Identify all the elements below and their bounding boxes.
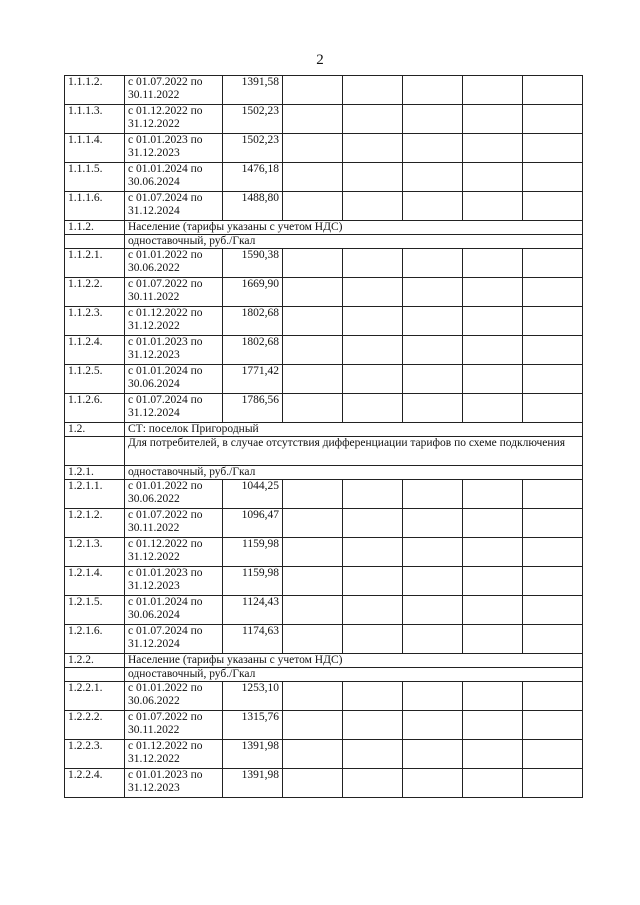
empty-cell bbox=[403, 509, 463, 538]
empty-cell bbox=[463, 134, 523, 163]
empty-cell bbox=[463, 192, 523, 221]
empty-cell bbox=[283, 480, 343, 509]
empty-cell bbox=[523, 711, 583, 740]
empty-cell bbox=[283, 105, 343, 134]
empty-cell bbox=[463, 336, 523, 365]
empty-cell bbox=[463, 105, 523, 134]
tariff-value: 1253,10 bbox=[223, 682, 283, 711]
row-code: 1.2.2.1. bbox=[65, 682, 125, 711]
empty-cell bbox=[463, 769, 523, 798]
section-title: одноставочный, руб./Гкал bbox=[125, 466, 583, 480]
empty-cell bbox=[463, 394, 523, 423]
tariff-value: 1502,23 bbox=[223, 134, 283, 163]
section-row bbox=[65, 668, 583, 682]
period-cell: с 01.01.2024 по 30.06.2024 bbox=[125, 365, 223, 394]
empty-cell bbox=[403, 682, 463, 711]
empty-cell bbox=[343, 105, 403, 134]
section-row bbox=[65, 221, 583, 235]
empty-cell bbox=[283, 134, 343, 163]
tariff-value: 1590,38 bbox=[223, 249, 283, 278]
empty-cell bbox=[403, 769, 463, 798]
empty-cell bbox=[403, 192, 463, 221]
tariff-value: 1174,63 bbox=[223, 625, 283, 654]
row-code: 1.1.2.4. bbox=[65, 336, 125, 365]
empty-cell bbox=[343, 567, 403, 596]
period-cell: с 01.01.2024 по 30.06.2024 bbox=[125, 596, 223, 625]
empty-cell bbox=[343, 307, 403, 336]
empty-cell bbox=[283, 278, 343, 307]
table-row bbox=[65, 596, 583, 625]
empty-cell bbox=[283, 336, 343, 365]
period-cell: с 01.07.2024 по 31.12.2024 bbox=[125, 394, 223, 423]
row-code: 1.2.2. bbox=[65, 654, 125, 668]
table-row bbox=[65, 480, 583, 509]
section-title: Население (тарифы указаны с учетом НДС) bbox=[125, 654, 583, 668]
empty-cell bbox=[343, 249, 403, 278]
row-code: 1.1.2.5. bbox=[65, 365, 125, 394]
empty-cell bbox=[343, 76, 403, 105]
row-code: 1.1.1.6. bbox=[65, 192, 125, 221]
empty-cell bbox=[463, 76, 523, 105]
tariff-value: 1669,90 bbox=[223, 278, 283, 307]
tariff-value: 1391,98 bbox=[223, 769, 283, 798]
empty-cell bbox=[463, 249, 523, 278]
section-row bbox=[65, 423, 583, 437]
section-title: Для потребителей, в случае отсутствия дифференциации тарифов по схеме подключения bbox=[125, 437, 583, 466]
tariff-value: 1802,68 bbox=[223, 307, 283, 336]
empty-cell bbox=[523, 134, 583, 163]
empty-cell bbox=[523, 249, 583, 278]
tariff-table-body bbox=[65, 76, 583, 798]
tariff-value: 1476,18 bbox=[223, 163, 283, 192]
row-code: 1.1.1.5. bbox=[65, 163, 125, 192]
empty-cell bbox=[523, 394, 583, 423]
empty-cell bbox=[463, 163, 523, 192]
period-cell: с 01.01.2022 по 30.06.2022 bbox=[125, 682, 223, 711]
empty-cell bbox=[343, 596, 403, 625]
tariff-value: 1391,98 bbox=[223, 740, 283, 769]
empty-cell bbox=[283, 682, 343, 711]
section-row bbox=[65, 437, 583, 466]
empty-cell bbox=[523, 365, 583, 394]
empty-cell bbox=[343, 336, 403, 365]
empty-cell bbox=[283, 163, 343, 192]
table-row bbox=[65, 509, 583, 538]
empty-cell bbox=[463, 682, 523, 711]
empty-cell bbox=[283, 769, 343, 798]
empty-cell bbox=[523, 682, 583, 711]
empty-cell bbox=[463, 740, 523, 769]
empty-cell bbox=[343, 769, 403, 798]
table-row bbox=[65, 278, 583, 307]
tariff-value: 1802,68 bbox=[223, 336, 283, 365]
empty-cell bbox=[523, 105, 583, 134]
empty-cell bbox=[343, 278, 403, 307]
table-row bbox=[65, 134, 583, 163]
row-code: 1.1.2. bbox=[65, 221, 125, 235]
period-cell: с 01.07.2022 по 30.11.2022 bbox=[125, 278, 223, 307]
row-code: 1.2.1.6. bbox=[65, 625, 125, 654]
empty-cell bbox=[523, 509, 583, 538]
empty-cell bbox=[283, 625, 343, 654]
row-code: 1.1.2.2. bbox=[65, 278, 125, 307]
empty-cell bbox=[403, 480, 463, 509]
row-code bbox=[65, 235, 125, 249]
empty-cell bbox=[403, 394, 463, 423]
page-number: 2 bbox=[316, 52, 324, 68]
tariff-value: 1391,58 bbox=[223, 76, 283, 105]
empty-cell bbox=[283, 509, 343, 538]
row-code: 1.1.1.4. bbox=[65, 134, 125, 163]
row-code: 1.1.1.2. bbox=[65, 76, 125, 105]
empty-cell bbox=[523, 538, 583, 567]
section-row bbox=[65, 466, 583, 480]
empty-cell bbox=[463, 625, 523, 654]
empty-cell bbox=[343, 480, 403, 509]
row-code bbox=[65, 437, 125, 466]
period-cell: с 01.07.2024 по 31.12.2024 bbox=[125, 192, 223, 221]
empty-cell bbox=[283, 740, 343, 769]
row-code: 1.2.1.1. bbox=[65, 480, 125, 509]
empty-cell bbox=[343, 163, 403, 192]
empty-cell bbox=[523, 76, 583, 105]
table-row bbox=[65, 538, 583, 567]
period-cell: с 01.07.2022 по 30.11.2022 bbox=[125, 509, 223, 538]
row-code: 1.2.1.4. bbox=[65, 567, 125, 596]
row-code: 1.2. bbox=[65, 423, 125, 437]
tariff-value: 1488,80 bbox=[223, 192, 283, 221]
empty-cell bbox=[403, 249, 463, 278]
table-row bbox=[65, 740, 583, 769]
table-row bbox=[65, 625, 583, 654]
empty-cell bbox=[343, 192, 403, 221]
empty-cell bbox=[283, 192, 343, 221]
period-cell: с 01.01.2024 по 30.06.2024 bbox=[125, 163, 223, 192]
period-cell: с 01.07.2022 по 30.11.2022 bbox=[125, 76, 223, 105]
empty-cell bbox=[523, 480, 583, 509]
empty-cell bbox=[523, 278, 583, 307]
tariff-value: 1771,42 bbox=[223, 365, 283, 394]
table-row bbox=[65, 336, 583, 365]
empty-cell bbox=[343, 365, 403, 394]
empty-cell bbox=[343, 625, 403, 654]
row-code: 1.2.1.3. bbox=[65, 538, 125, 567]
empty-cell bbox=[463, 307, 523, 336]
table-row bbox=[65, 192, 583, 221]
empty-cell bbox=[403, 76, 463, 105]
empty-cell bbox=[523, 769, 583, 798]
period-cell: с 01.01.2023 по 31.12.2023 bbox=[125, 134, 223, 163]
section-title: Население (тарифы указаны с учетом НДС) bbox=[125, 221, 583, 235]
empty-cell bbox=[403, 134, 463, 163]
empty-cell bbox=[403, 365, 463, 394]
empty-cell bbox=[403, 567, 463, 596]
tariff-value: 1044,25 bbox=[223, 480, 283, 509]
period-cell: с 01.12.2022 по 31.12.2022 bbox=[125, 307, 223, 336]
table-row bbox=[65, 567, 583, 596]
section-row bbox=[65, 235, 583, 249]
empty-cell bbox=[403, 596, 463, 625]
empty-cell bbox=[283, 711, 343, 740]
section-title: СТ: поселок Пригородный bbox=[125, 423, 583, 437]
row-code: 1.1.2.6. bbox=[65, 394, 125, 423]
row-code: 1.2.1.2. bbox=[65, 509, 125, 538]
empty-cell bbox=[523, 567, 583, 596]
empty-cell bbox=[463, 538, 523, 567]
table-row bbox=[65, 769, 583, 798]
empty-cell bbox=[523, 307, 583, 336]
row-code: 1.2.2.2. bbox=[65, 711, 125, 740]
period-cell: с 01.12.2022 по 31.12.2022 bbox=[125, 740, 223, 769]
empty-cell bbox=[463, 480, 523, 509]
row-code: 1.1.1.3. bbox=[65, 105, 125, 134]
empty-cell bbox=[463, 567, 523, 596]
section-title: одноставочный, руб./Гкал bbox=[125, 668, 583, 682]
row-code: 1.2.2.3. bbox=[65, 740, 125, 769]
tariff-value: 1096,47 bbox=[223, 509, 283, 538]
empty-cell bbox=[343, 682, 403, 711]
empty-cell bbox=[343, 134, 403, 163]
empty-cell bbox=[463, 278, 523, 307]
empty-cell bbox=[403, 711, 463, 740]
table-row bbox=[65, 307, 583, 336]
table-row bbox=[65, 76, 583, 105]
period-cell: с 01.01.2023 по 31.12.2023 bbox=[125, 336, 223, 365]
empty-cell bbox=[523, 163, 583, 192]
empty-cell bbox=[403, 336, 463, 365]
empty-cell bbox=[523, 192, 583, 221]
row-code: 1.1.2.1. bbox=[65, 249, 125, 278]
period-cell: с 01.01.2023 по 31.12.2023 bbox=[125, 769, 223, 798]
empty-cell bbox=[463, 596, 523, 625]
table-row bbox=[65, 249, 583, 278]
empty-cell bbox=[523, 740, 583, 769]
period-cell: с 01.01.2022 по 30.06.2022 bbox=[125, 249, 223, 278]
empty-cell bbox=[523, 625, 583, 654]
period-cell: с 01.07.2022 по 30.11.2022 bbox=[125, 711, 223, 740]
empty-cell bbox=[343, 711, 403, 740]
table-row bbox=[65, 163, 583, 192]
tariff-value: 1502,23 bbox=[223, 105, 283, 134]
section-row bbox=[65, 654, 583, 668]
row-code: 1.2.2.4. bbox=[65, 769, 125, 798]
empty-cell bbox=[283, 567, 343, 596]
empty-cell bbox=[283, 538, 343, 567]
empty-cell bbox=[463, 711, 523, 740]
tariff-value: 1159,98 bbox=[223, 567, 283, 596]
tariff-value: 1315,76 bbox=[223, 711, 283, 740]
empty-cell bbox=[463, 365, 523, 394]
empty-cell bbox=[283, 596, 343, 625]
empty-cell bbox=[403, 105, 463, 134]
period-cell: с 01.12.2022 по 31.12.2022 bbox=[125, 105, 223, 134]
table-row bbox=[65, 682, 583, 711]
empty-cell bbox=[403, 625, 463, 654]
row-code: 1.2.1. bbox=[65, 466, 125, 480]
empty-cell bbox=[283, 249, 343, 278]
empty-cell bbox=[283, 394, 343, 423]
row-code: 1.1.2.3. bbox=[65, 307, 125, 336]
row-code: 1.2.1.5. bbox=[65, 596, 125, 625]
empty-cell bbox=[403, 740, 463, 769]
table-row bbox=[65, 394, 583, 423]
table-row bbox=[65, 711, 583, 740]
tariff-value: 1786,56 bbox=[223, 394, 283, 423]
period-cell: с 01.01.2022 по 30.06.2022 bbox=[125, 480, 223, 509]
empty-cell bbox=[343, 394, 403, 423]
empty-cell bbox=[403, 538, 463, 567]
empty-cell bbox=[403, 307, 463, 336]
empty-cell bbox=[283, 307, 343, 336]
section-title: одноставочный, руб./Гкал bbox=[125, 235, 583, 249]
period-cell: с 01.07.2024 по 31.12.2024 bbox=[125, 625, 223, 654]
table-row bbox=[65, 105, 583, 134]
tariff-value: 1124,43 bbox=[223, 596, 283, 625]
tariff-value: 1159,98 bbox=[223, 538, 283, 567]
empty-cell bbox=[523, 336, 583, 365]
empty-cell bbox=[343, 538, 403, 567]
row-code bbox=[65, 668, 125, 682]
tariff-table bbox=[64, 75, 583, 798]
period-cell: с 01.01.2023 по 31.12.2023 bbox=[125, 567, 223, 596]
empty-cell bbox=[343, 509, 403, 538]
empty-cell bbox=[283, 365, 343, 394]
empty-cell bbox=[343, 740, 403, 769]
period-cell: с 01.12.2022 по 31.12.2022 bbox=[125, 538, 223, 567]
empty-cell bbox=[463, 509, 523, 538]
empty-cell bbox=[523, 596, 583, 625]
empty-cell bbox=[283, 76, 343, 105]
empty-cell bbox=[403, 163, 463, 192]
empty-cell bbox=[403, 278, 463, 307]
table-row bbox=[65, 365, 583, 394]
